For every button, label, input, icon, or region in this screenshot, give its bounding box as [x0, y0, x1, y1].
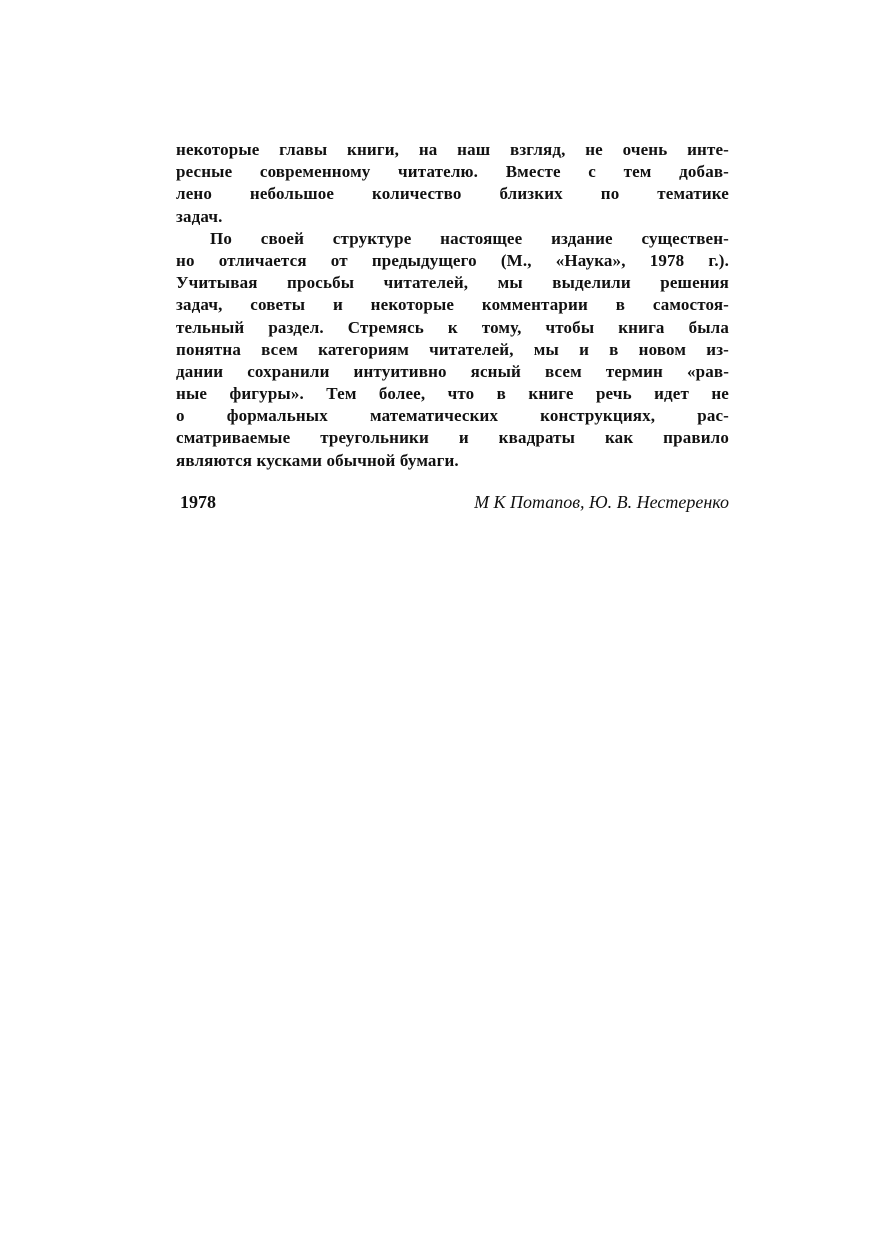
text-line: являются кусками обычной бумаги.	[176, 450, 459, 470]
text-line: тельный раздел. Стремясь к тому, чтобы книга была	[176, 317, 729, 337]
text-line: задач.	[176, 206, 223, 226]
text-line: По своей структуре настоящее издание существен-	[210, 228, 729, 248]
preface-text	[176, 139, 729, 472]
text-line: задач, советы и некоторые комментарии в самостоя-	[176, 295, 729, 315]
signature-footer	[180, 492, 729, 516]
authors-signature: М К Потапов, Ю. В. Нестеренко	[474, 492, 729, 512]
text-line: некоторые главы книги, на наш взгляд, не очень инте-	[176, 140, 729, 159]
text-line: Учитывая просьбы читателей, мы выделили решения	[176, 273, 729, 293]
text-line: лено небольшое количество близких по тематике	[176, 184, 729, 204]
text-line: дании сохранили интуитивно ясный всем термин «рав-	[176, 361, 729, 381]
paragraph-2	[176, 228, 729, 472]
text-line: о формальных математических конструкциях, рас-	[176, 406, 729, 426]
publication-year: 1978	[180, 492, 216, 512]
text-line: сматриваемые треугольники и квадраты как правило	[176, 428, 729, 448]
paragraph-1	[176, 139, 729, 228]
text-line: ные фигуры». Тем более, что в книге речь идет не	[176, 384, 729, 404]
text-line: понятна всем категориям читателей, мы и в новом из-	[176, 339, 729, 359]
text-line: ресные современному читателю. Вместе с тем добав-	[176, 162, 729, 182]
text-line: но отличается от предыдущего (М., «Наука», 1978 г.).	[176, 250, 729, 270]
